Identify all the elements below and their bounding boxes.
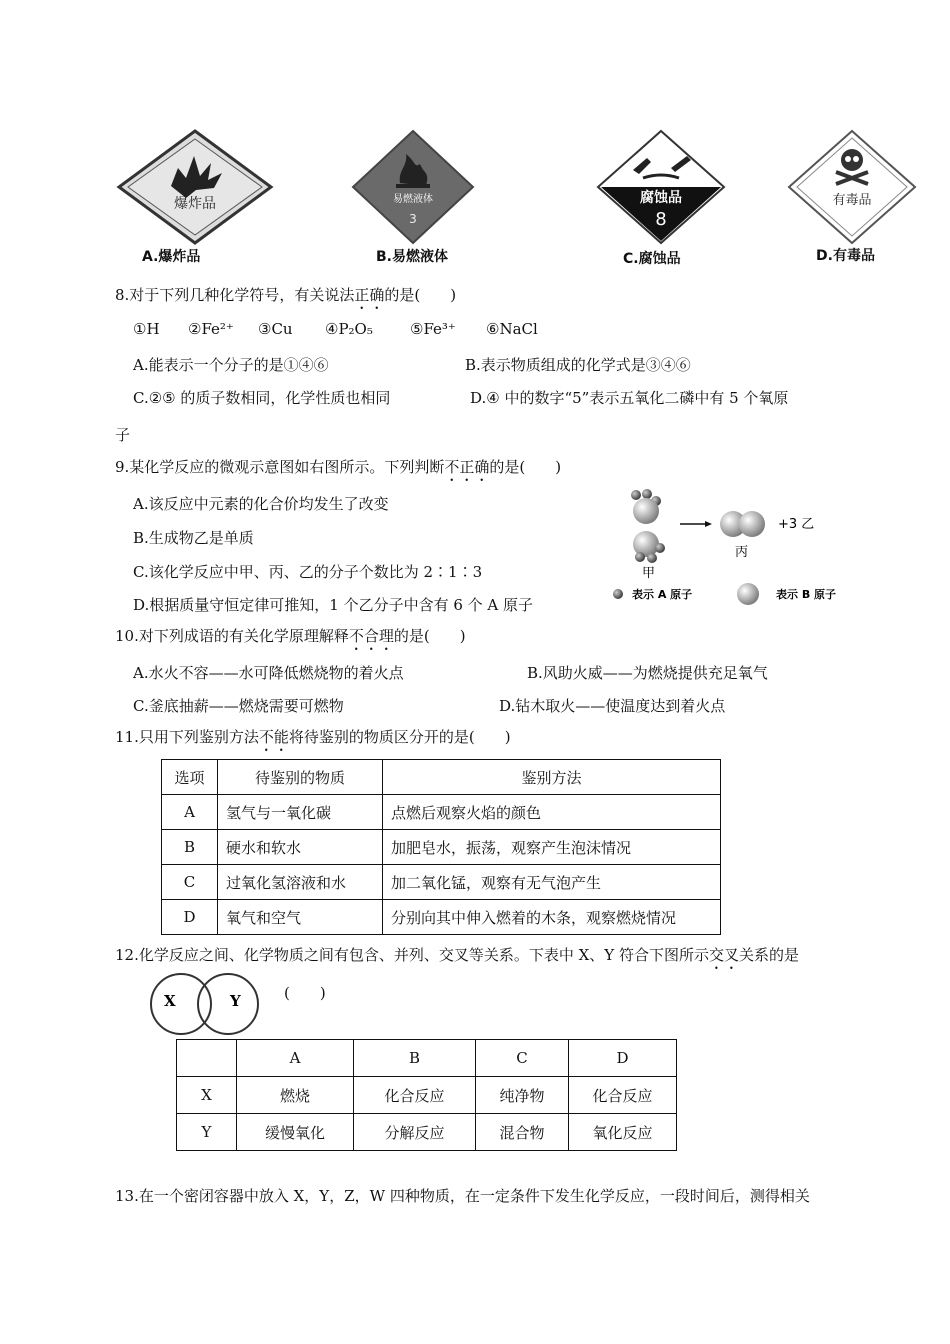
- q8-option-a: A.能表示一个分子的是①④⑥: [133, 356, 329, 374]
- hazard-sign-flammable: [350, 128, 476, 246]
- q11-stem: 11.只用下列鉴别方法不能将待鉴别的物质区分开的是( ): [115, 728, 511, 746]
- venn-diagram: [140, 972, 270, 1038]
- table-header-row: [177, 1040, 677, 1077]
- svg-text:有毒品: 有毒品: [832, 193, 872, 208]
- sign-label-d: D.有毒品: [816, 248, 875, 264]
- table-cell: B: [162, 830, 218, 865]
- q8-option-d: D.④ 中的数字“5”表示五氧化二磷中有 5 个氧原: [470, 389, 789, 407]
- q10-stem: 10.对下列成语的有关化学原理解释不合理的是( ): [115, 627, 466, 645]
- q8-option-d-cont: 子: [115, 426, 131, 444]
- table-cell: 纯净物: [476, 1077, 569, 1114]
- table-row: [177, 1114, 677, 1151]
- table-cell: A: [162, 795, 218, 830]
- venn-label-y: Y: [230, 992, 241, 1010]
- corrosive-sign-icon: [595, 128, 727, 246]
- table-cell: 氢气与一氧化碳: [218, 795, 383, 830]
- svg-text:易燃液体: 易燃液体: [393, 194, 433, 205]
- product-bing-label: 丙: [735, 545, 749, 560]
- table-header-cell: 鉴别方法: [383, 760, 721, 795]
- table-row: [177, 1077, 677, 1114]
- molecule-jia-2: [633, 531, 665, 563]
- svg-text:8: 8: [655, 209, 667, 230]
- reaction-diagram: [600, 488, 860, 608]
- table-row: [162, 830, 721, 865]
- table-cell: 缓慢氧化: [237, 1114, 354, 1151]
- legend-b-atom-icon: [737, 583, 759, 605]
- table-header-cell: 选项: [162, 760, 218, 795]
- q8-symbol-5: ⑤Fe³⁺: [410, 320, 456, 338]
- q12-table: [176, 1039, 677, 1151]
- svg-text:爆炸品: 爆炸品: [174, 196, 216, 212]
- table-row: [162, 900, 721, 935]
- table-header-row: [162, 760, 721, 795]
- table-header-cell: D: [569, 1040, 677, 1077]
- venn-circle-y: [198, 974, 258, 1034]
- hazard-sign-explosive: [116, 128, 274, 246]
- hazard-sign-toxic: [786, 128, 918, 246]
- svg-text:3: 3: [409, 212, 417, 226]
- q11-table: [161, 759, 721, 935]
- q10-option-a: A.水火不容——水可降低燃烧物的着火点: [133, 664, 404, 682]
- table-header-cell: C: [476, 1040, 569, 1077]
- q8-option-b: B.表示物质组成的化学式是③④⑥: [465, 356, 691, 374]
- sign-label-c: C.腐蚀品: [623, 251, 681, 267]
- q8-symbol-2: ②Fe²⁺: [188, 320, 234, 338]
- svg-text:腐蚀品: 腐蚀品: [640, 190, 682, 206]
- table-cell: 硬水和软水: [218, 830, 383, 865]
- table-header-cell: A: [237, 1040, 354, 1077]
- table-header-cell: B: [354, 1040, 476, 1077]
- q9-option-a: A.该反应中元素的化合价均发生了改变: [133, 495, 389, 513]
- table-cell: 过氧化氢溶液和水: [218, 865, 383, 900]
- q8-symbol-4: ④P₂O₅: [325, 320, 373, 338]
- q9-option-b: B.生成物乙是单质: [133, 529, 254, 547]
- q8-stem: 8.对于下列几种化学符号，有关说法正确的是( ): [115, 286, 457, 304]
- table-cell: 分别向其中伸入燃着的木条，观察燃烧情况: [383, 900, 721, 935]
- legend-a-label: 表示 A 原子: [632, 588, 693, 601]
- table-cell: 氧化反应: [569, 1114, 677, 1151]
- table-cell: 混合物: [476, 1114, 569, 1151]
- flammable-liquid-sign-icon: [350, 128, 476, 246]
- table-cell: Y: [177, 1114, 237, 1151]
- table-cell: 燃烧: [237, 1077, 354, 1114]
- q10-option-b: B.风助火威——为燃烧提供充足氧气: [527, 664, 768, 682]
- table-cell: 加二氧化锰，观察有无气泡产生: [383, 865, 721, 900]
- q8-symbol-1: ①H: [133, 320, 160, 338]
- table-cell: 氧气和空气: [218, 900, 383, 935]
- table-cell: C: [162, 865, 218, 900]
- sign-label-a: A.爆炸品: [142, 249, 201, 265]
- table-cell: 点燃后观察火焰的颜色: [383, 795, 721, 830]
- table-header-cell: 待鉴别的物质: [218, 760, 383, 795]
- table-header-cell: [177, 1040, 237, 1077]
- q13-stem: 13.在一个密闭容器中放入 X，Y，Z，W 四种物质，在一定条件下发生化学反应，一段时间后，测得相关: [115, 1187, 810, 1205]
- legend-b-label: 表示 B 原子: [776, 588, 837, 601]
- explosive-sign-icon: [116, 128, 274, 246]
- q12-answer-paren: ( ): [284, 984, 326, 1002]
- sign-label-b: B.易燃液体: [376, 249, 448, 265]
- toxic-sign-icon: [786, 128, 918, 246]
- q10-option-c: C.釜底抽薪——燃烧需要可燃物: [133, 697, 344, 715]
- venn-circle-x: [151, 974, 211, 1034]
- q9-option-d: D.根据质量守恒定律可推知，1 个乙分子中含有 6 个 A 原子: [133, 596, 534, 614]
- table-row: [162, 865, 721, 900]
- venn-label-x: X: [164, 992, 176, 1010]
- table-cell: X: [177, 1077, 237, 1114]
- table-cell: 分解反应: [354, 1114, 476, 1151]
- q8-symbol-3: ③Cu: [258, 320, 293, 338]
- molecule-jia-1: [631, 489, 661, 524]
- legend-a-atom-icon: [613, 589, 623, 599]
- molecule-bing: [720, 511, 765, 537]
- q9-option-c: C.该化学反应中甲、丙、乙的分子个数比为 2∶1∶3: [133, 563, 483, 581]
- q9-stem: 9.某化学反应的微观示意图如右图所示。下列判断不正确的是( ): [115, 458, 562, 476]
- q8-symbol-6: ⑥NaCl: [486, 320, 538, 338]
- table-row: [162, 795, 721, 830]
- table-cell: 化合反应: [569, 1077, 677, 1114]
- table-cell: 加肥皂水，振荡，观察产生泡沫情况: [383, 830, 721, 865]
- hazard-sign-corrosive: [595, 128, 727, 246]
- q8-option-c: C.②⑤ 的质子数相同，化学性质也相同: [133, 389, 391, 407]
- table-cell: D: [162, 900, 218, 935]
- q12-stem: 12.化学反应之间、化学物质之间有包含、并列、交叉等关系。下表中 X、Y 符合下图所示交叉关系的是: [115, 946, 800, 964]
- q10-option-d: D.钻木取火——使温度达到着火点: [499, 697, 726, 715]
- product-yi-label: +3 乙: [778, 517, 815, 532]
- reactant-jia-label: 甲: [642, 566, 656, 581]
- table-cell: 化合反应: [354, 1077, 476, 1114]
